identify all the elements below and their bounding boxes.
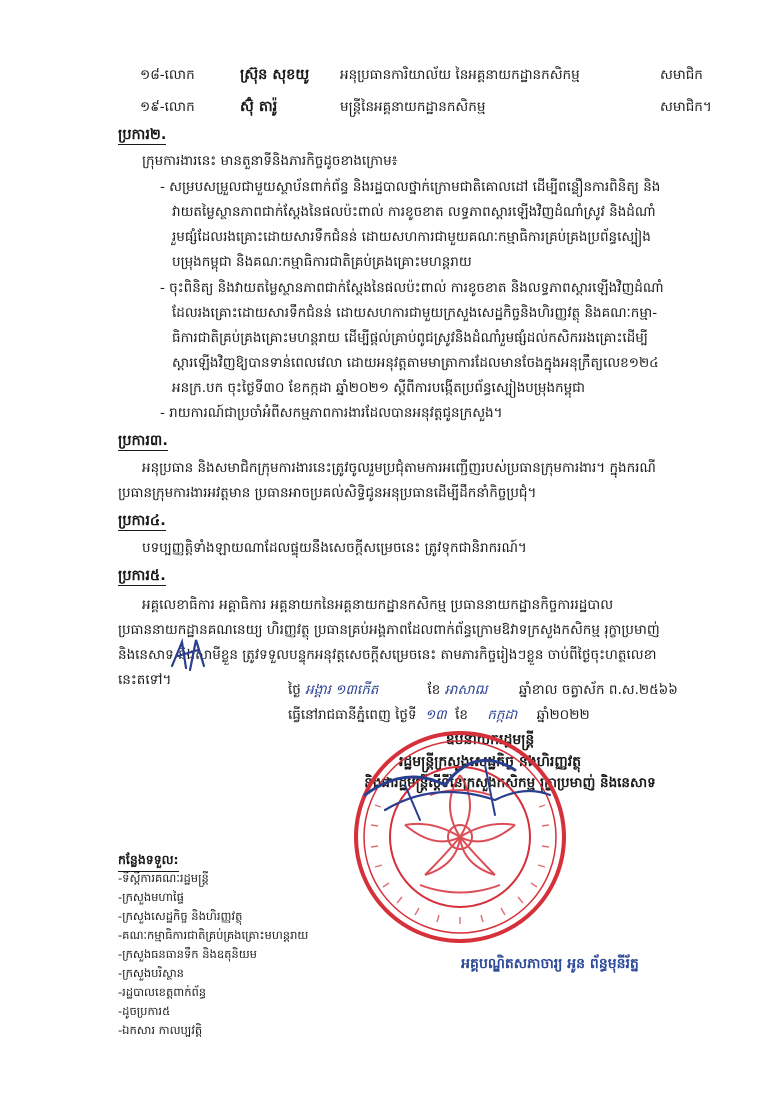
article-5-line: និងនេសាទ និងសាមីខ្លួន ត្រូវទទួលបន្ទុកអនុវត្តសេចក្តីសម្រេចនេះ តាមភារកិច្ចរៀងៗខ្លួន ចាប់ពីថ្ងៃចុះហត្ថលេខា bbox=[118, 647, 657, 663]
member-name: ស្រ៊ុន សុខយូ bbox=[240, 67, 310, 83]
member-number: ១៩-លោក bbox=[140, 99, 195, 115]
recipient-item: -គណៈកម្មាធិការជាតិគ្រប់គ្រងគ្រោះមហន្តរាយ bbox=[118, 928, 309, 942]
article-2-bullet-1-line: បម្រុងកម្ពុជា និងគណៈកម្មាធិការជាតិគ្រប់គ្រងគ្រោះមហន្តរាយ bbox=[172, 254, 472, 270]
recipient-item: -ទីស្តីការគណៈរដ្ឋមន្ត្រី bbox=[118, 871, 209, 885]
article-2-bullet-2-line: ធិការជាតិគ្រប់គ្រងគ្រោះមហន្តរាយ ដើម្បីផ្តល់គ្រាប់ពូជស្រូវនិងដំណាំរួមផ្សំដល់កសិកររងគ្រោះដើម្បី bbox=[172, 330, 648, 346]
article-3-heading: ប្រការ៣. bbox=[118, 433, 168, 449]
member-role: អនុប្រធានការិយាល័យ នៃអគ្គនាយកដ្ឋានកសិកម្ម bbox=[340, 67, 580, 83]
article-2-bullet-3: - រាយការណ៍ជាប្រចាំអំពីសកម្មភាពការងារដែលបានអនុវត្តជូនក្រសួង។ bbox=[160, 405, 503, 421]
solar-day: ១៣ bbox=[424, 707, 447, 723]
recipient-item: -ក្រសួងបរិស្ថាន bbox=[118, 966, 184, 980]
recipient-item: -ក្រសួងមហាផ្ទៃ bbox=[118, 890, 184, 904]
article-2-heading: ប្រការ២. bbox=[118, 127, 167, 143]
recipients-title: កន្លែងទទួល: bbox=[118, 852, 179, 872]
recipient-item: -ដូចប្រការ៥ bbox=[118, 1004, 171, 1018]
signer-title-2: រដ្ឋមន្ត្រីក្រសួងសេដ្ឋកិច្ច និងហិរញ្ញវត្ថុ bbox=[398, 754, 582, 770]
member-position: សមាជិក bbox=[660, 67, 703, 83]
article-5-line: អគ្គលេខាធិការ អគ្គាធិការ អគ្គនាយកនៃអគ្គនាយកដ្ឋានកសិកម្ម ប្រធាននាយកដ្ឋានកិច្ចការរដ្ឋបាល bbox=[142, 597, 614, 613]
article-5-line: នេះតទៅ។ bbox=[118, 672, 172, 688]
article-2-intro: ក្រុមការងារនេះ មានតួនាទីនិងភារកិច្ចដូចខាងក្រោម៖ bbox=[142, 153, 398, 169]
recipient-item: -ក្រសួងសេដ្ឋកិច្ច និងហិរញ្ញវត្ថុ bbox=[118, 909, 243, 923]
article-2-bullet-1-line: រួមផ្សំដែលរងគ្រោះដោយសារទឹកជំនន់ ដោយសហការជាមួយគណៈកម្មាធិការគ្រប់គ្រងប្រព័ន្ធស្បៀង bbox=[172, 229, 651, 245]
solar-month-label: ខែ bbox=[455, 707, 468, 723]
article-5-line: ប្រធាននាយកដ្ឋានគណនេយ្យ ហិរញ្ញវត្ថុ ប្រធានគ្រប់អង្គភាពដែលពាក់ព័ន្ធក្រោមឱវាទក្រសួងកសិកម្ម រុក្ខាប្រមាញ់ bbox=[118, 622, 660, 638]
article-2-bullet-2-line: - ចុះពិនិត្យ និងវាយតម្លៃស្ថានភាពជាក់ស្តែងនៃផលប៉ះពាល់ ការខូចខាត និងលទ្ធភាពស្តារឡើងវិញដំណាំ bbox=[160, 280, 664, 296]
member-position: សមាជិក។ bbox=[660, 99, 712, 115]
solar-year: ឆ្នាំ២០២២ bbox=[536, 707, 590, 723]
member-role: មន្ត្រីនៃអគ្គនាយកដ្ឋានកសិកម្ម bbox=[340, 99, 486, 115]
initials-mark-icon bbox=[168, 636, 210, 676]
signer-title-1: ឧបនាយករដ្ឋមន្ត្រី bbox=[445, 732, 535, 748]
solar-month: កក្កដា bbox=[487, 707, 518, 723]
article-2-bullet-2-line: ស្តារឡើងវិញឱ្យបានទាន់ពេលវេលា ដោយអនុវត្តតាមមាត្រាការដែលមានចែងក្នុងអនុក្រឹត្យលេខ១២៤ bbox=[172, 355, 659, 371]
lunar-month: អាសាឍ bbox=[444, 682, 488, 698]
recipient-item: -ក្រសួងធនធានទឹក និងឧតុនិយម bbox=[118, 947, 257, 961]
article-2-bullet-2-line: អនក្រ.បក ចុះថ្ងៃទី៣០ ខែកក្កដា ឆ្នាំ២០២១ ស្តីពីការបង្កើតប្រព័ន្ធស្បៀងបម្រុងកម្ពុជា bbox=[172, 380, 586, 396]
lunar-day: អង្គារ ១៣កើត bbox=[305, 682, 379, 698]
ministry-seal-icon bbox=[345, 725, 575, 950]
recipient-item: -រដ្ឋបាលខេត្តពាក់ព័ន្ធ bbox=[118, 985, 207, 999]
lunar-year: ឆ្នាំខាល ចត្វាស័ក ព.ស.២៥៦៦ bbox=[518, 682, 678, 698]
article-2-bullet-1-line: - សម្របសម្រួលជាមួយស្ថាប័នពាក់ព័ន្ធ និងរដ្ឋបាលថ្នាក់ក្រោមជាតិគោលដៅ ដើម្បីពន្លឿនការពិនិត្យ និង bbox=[160, 179, 661, 195]
solar-date-line bbox=[288, 706, 590, 724]
article-5-heading: ប្រការ៥. bbox=[118, 568, 166, 584]
article-2-bullet-2-line: ដែលរងគ្រោះដោយសារទឹកជំនន់ ដោយសហការជាមួយក្រសួងសេដ្ឋកិច្ចនិងហិរញ្ញវត្ថុ និងគណៈកម្មា- bbox=[172, 305, 658, 321]
lunar-month-label: ខែ bbox=[427, 682, 441, 698]
article-3-line: អនុប្រធាន និងសមាជិកក្រុមការងារនេះត្រូវចូលរួមប្រជុំតាមការអញ្ជើញរបស់ប្រធានក្រុមការងារ។ ក្នុងករណី bbox=[142, 460, 656, 476]
article-4-line: បទប្បញ្ញត្តិទាំងឡាយណាដែលផ្ទុយនឹងសេចក្តីសម្រេចនេះ ត្រូវទុកជានិរាករណ៍។ bbox=[142, 540, 527, 556]
lunar-prefix: ថ្ងៃ bbox=[288, 682, 301, 698]
article-3-line: ប្រធានក្រុមការងារអវត្តមាន ប្រធានអាចប្រគល់សិទ្ធិជូនអនុប្រធានដើម្បីដឹកនាំកិច្ចប្រជុំ។ bbox=[118, 485, 537, 501]
member-name: ស៊ុំ តារ៉ូ bbox=[240, 99, 278, 115]
solar-prefix: ធ្វើនៅរាជធានីភ្នំពេញ ថ្ងៃទី bbox=[288, 707, 417, 723]
signer-title-3: និងជារដ្ឋមន្ត្រីស្តីទីនៃក្រសួងកសិកម្ម រុក្ខាប្រមាញ់ និងនេសាទ bbox=[364, 775, 656, 791]
article-2-bullet-1-line: វាយតម្លៃស្ថានភាពជាក់ស្តែងនៃផលប៉ះពាល់ ការខូចខាត លទ្ធភាពស្តារឡើងវិញដំណាំស្រូវ និងដំណាំ bbox=[172, 204, 656, 220]
lunar-date-line bbox=[288, 681, 678, 699]
member-number: ១៨-លោក bbox=[140, 67, 195, 83]
recipient-item: -ឯកសារ កាលប្បវត្តិ bbox=[118, 1023, 203, 1037]
signer-name: អគ្គបណ្ឌិតសភាចារ្យ អូន ព័ន្ធមុនីរ័ត្ន bbox=[461, 956, 639, 972]
article-4-heading: ប្រការ៤. bbox=[118, 513, 166, 529]
